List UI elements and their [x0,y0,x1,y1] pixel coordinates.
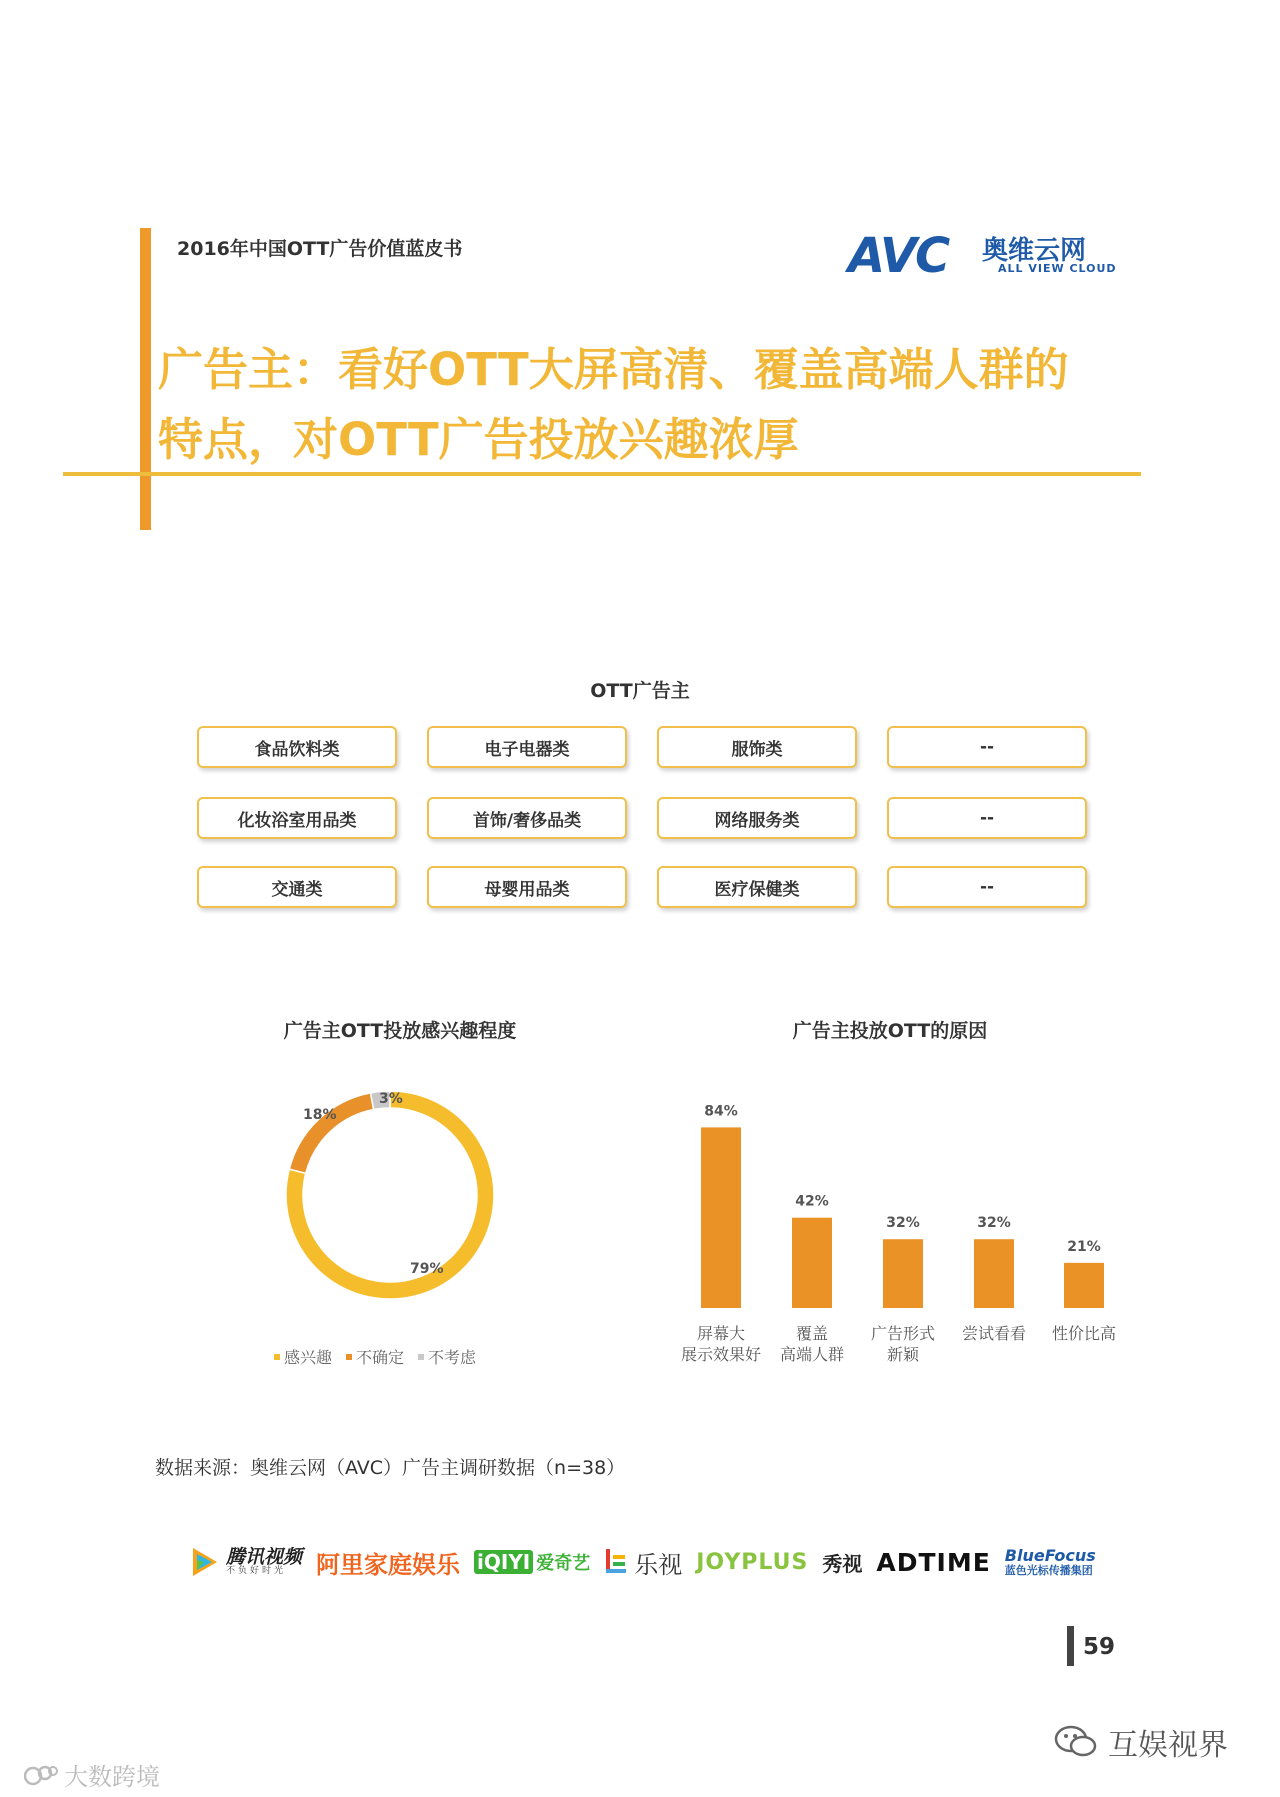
donut-slice [289,1093,373,1174]
bar-value-label: 84% [704,1103,738,1120]
bar-chart-title: 广告主投放OTT的原因 [792,1020,988,1042]
brand-bluefocus-sub: 蓝色光标传播集团 [1004,1563,1093,1577]
advertiser-category-tag: 医疗保健类 [657,866,857,908]
brand-ali-home: 阿里家庭娱乐 [316,1550,461,1579]
watermark-left [24,1757,160,1792]
bar-value-label: 21% [1067,1238,1101,1255]
advertiser-category-tag: 化妆浴室用品类 [197,797,397,839]
legend-item [418,1345,476,1368]
brand-tencent-slogan: 不负好时光 [226,1566,287,1576]
interest-donut-chart [270,1075,510,1315]
letv-logo [604,1545,682,1580]
bar [701,1127,741,1308]
advertiser-category-tag: -- [887,726,1087,768]
headline-underline [63,472,1141,476]
iqiyi-logo [474,1549,590,1575]
legend-label: 感兴趣 [284,1348,333,1367]
page-headline [158,335,1158,475]
donut-chart-title: 广告主OTT投放感兴趣程度 [283,1020,517,1042]
brand-xiushi: 秀视 [822,1551,863,1576]
legend-item [274,1345,332,1368]
avc-logo [848,228,1138,284]
tencent-video-logo [186,1544,302,1580]
donut-slice-label: 18% [303,1107,337,1123]
donut-slice-label: 79% [410,1261,444,1277]
advertiser-category-tag: 网络服务类 [657,797,857,839]
bar-value-label: 32% [886,1215,920,1232]
advertiser-category-tag: 食品饮料类 [197,726,397,768]
bar [792,1218,832,1308]
page-number-marker [1067,1626,1074,1666]
tencent-play-icon [186,1544,222,1580]
watermark-right-text: 互娱视界 [1108,1728,1228,1763]
data-source-note: 数据来源：奥维云网（AVC）广告主调研数据（n=38） [155,1457,626,1479]
bar-category-label: 广告形式 [870,1324,936,1343]
legend-swatch [418,1354,424,1360]
legend-swatch [346,1354,352,1360]
bar-value-label: 42% [795,1193,829,1210]
advertiser-category-tag: 交通类 [197,866,397,908]
brand-iqiyi-mark: iQIYI [474,1550,533,1574]
donut-slice-label: 3% [379,1091,403,1107]
reasons-bar-chart [650,1080,1120,1370]
bar-category-label: 尝试看看 [961,1324,1027,1343]
watermark-left-text: 大数跨境 [64,1763,160,1791]
headline-line-1: 广告主：看好OTT大屏高清、覆盖高端人群的 [158,343,1069,396]
brand-letv-name: 乐视 [634,1550,683,1579]
advertisers-title: OTT广告主 [590,680,690,702]
advertiser-category-tag: 电子电器类 [427,726,627,768]
advertiser-category-tag: 首饰/奢侈品类 [427,797,627,839]
legend-label: 不考虑 [428,1348,477,1367]
advertiser-category-tag: -- [887,797,1087,839]
brand-bluefocus-name: BlueFocus [1004,1545,1096,1565]
legend-swatch [274,1354,280,1360]
bluefocus-logo [1004,1545,1096,1577]
brand-joyplus: JOYPLUS [696,1549,809,1575]
advertiser-category-tag: 服饰类 [657,726,857,768]
bar [974,1239,1014,1308]
bar [883,1239,923,1308]
page-number: 59 [1083,1634,1116,1660]
accent-vertical-bar [140,228,151,530]
bar-category-label: 高端人群 [779,1345,845,1364]
watermark-right [1054,1720,1228,1764]
partner-logos [186,1540,1096,1584]
advertiser-category-tag: -- [887,866,1087,908]
logo-abbr: AVC [848,228,949,284]
bar-value-label: 32% [977,1215,1011,1232]
logo-english-name: ALL VIEW CLOUD [998,262,1117,275]
headline-line-2: 特点，对OTT广告投放兴趣浓厚 [158,413,799,466]
bar-category-label: 性价比高 [1051,1324,1117,1343]
bar-category-label: 展示效果好 [680,1345,762,1364]
brand-adtime: ADTIME [876,1547,991,1577]
brand-tencent-name: 腾讯视频 [226,1546,303,1568]
wechat-icon [1054,1724,1098,1760]
bar-category-label: 覆盖 [795,1324,829,1343]
advertiser-category-tag: 母婴用品类 [427,866,627,908]
legend-label: 不确定 [356,1348,405,1367]
donut-legend [274,1345,476,1368]
legend-item [346,1345,404,1368]
bar-category-label: 屏幕大 [696,1324,746,1343]
bar-category-label: 新颖 [886,1345,920,1364]
watermark-badge-icon [24,1762,58,1788]
bar [1064,1263,1104,1308]
brand-iqiyi-name: 爱奇艺 [536,1553,591,1574]
logo-chinese-name: 奥维云网 [982,236,1087,266]
report-title: 2016年中国OTT广告价值蓝皮书 [177,238,463,260]
letv-mark-icon [604,1547,630,1577]
